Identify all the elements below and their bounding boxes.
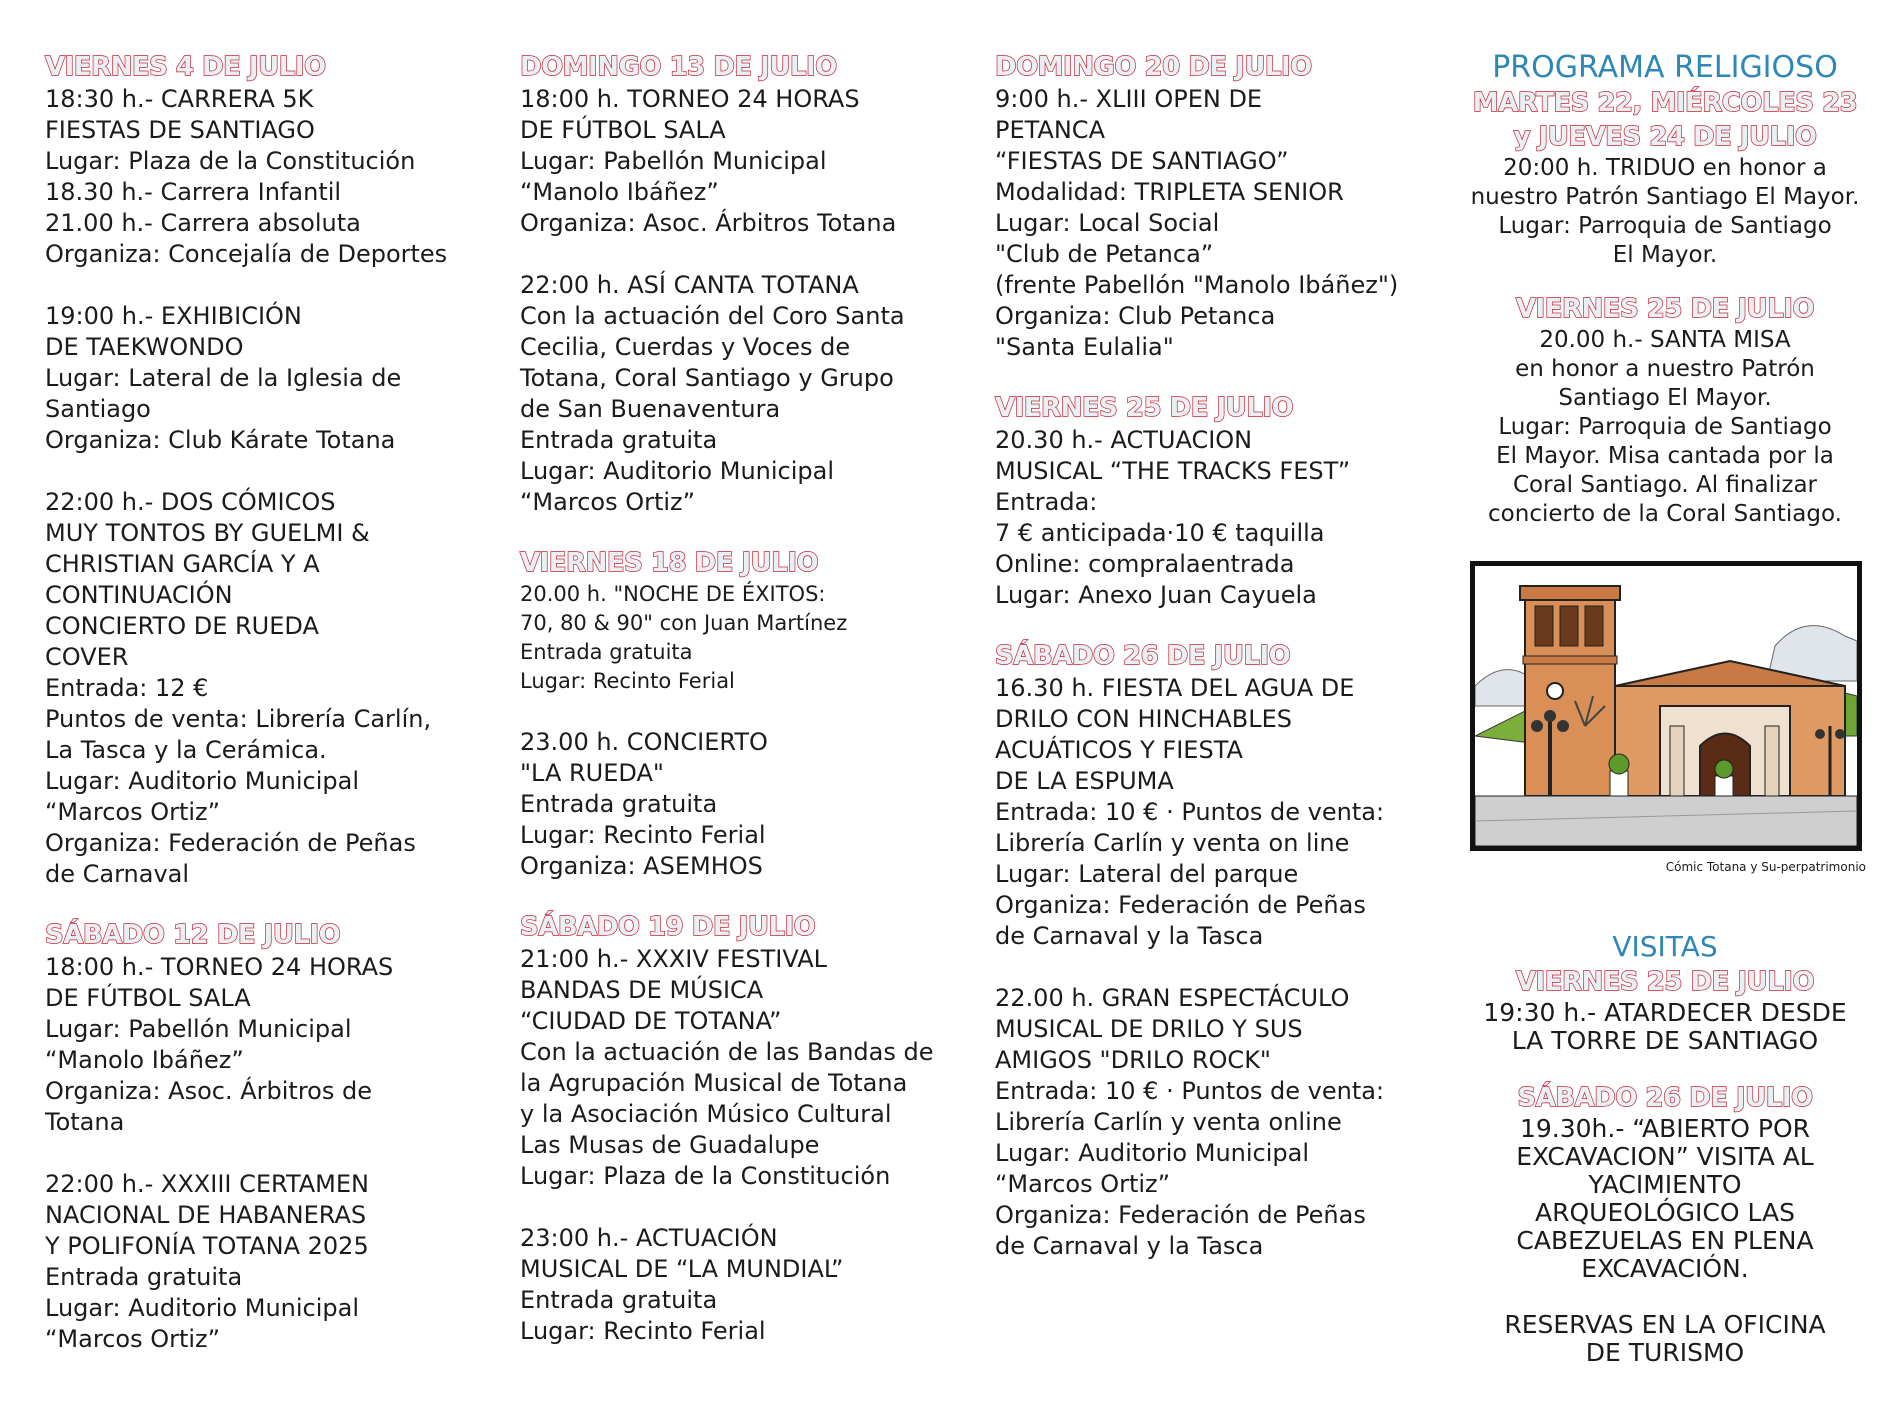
event-detail: “Manolo Ibáñez”: [520, 178, 719, 206]
event-title: 22:00 h.- DOS CÓMICOS: [45, 488, 336, 516]
event-detail: la Agrupación Musical de Totana: [520, 1069, 908, 1097]
visits-title: VISITAS: [1612, 930, 1718, 963]
event-title: 9:00 h.- XLIII OPEN DE: [995, 85, 1263, 113]
event-detail: Con la actuación de las Bandas de: [520, 1038, 934, 1066]
date-heading: SÁBADO 12 DE JULIO: [45, 920, 341, 950]
event-block: [520, 944, 950, 1192]
event-detail: Totana: [45, 1108, 125, 1136]
church-illustration: [1470, 561, 1862, 851]
event-block: [520, 84, 950, 239]
date-heading: VIERNES 25 DE JULIO: [1515, 967, 1815, 997]
event-line: RESERVAS EN LA OFICINA: [1504, 1310, 1826, 1339]
event-detail: 70, 80 & 90" con Juan Martínez: [520, 611, 848, 635]
event-detail: Entrada:: [995, 488, 1098, 516]
event-detail: DRILO CON HINCHABLES: [995, 705, 1293, 733]
date-heading: SÁBADO 26 DE JULIO: [995, 641, 1291, 671]
event-detail: Lugar: Plaza de la Constitución: [520, 1162, 891, 1190]
event-detail: CHRISTIAN GARCÍA Y A: [45, 550, 320, 578]
event-detail: Librería Carlín y venta online: [995, 1108, 1342, 1136]
event-detail: de Carnaval y la Tasca: [995, 922, 1264, 950]
event-detail: de Carnaval y la Tasca: [995, 1232, 1264, 1260]
column-2: [520, 50, 950, 1375]
event-line: nuestro Patrón Santiago El Mayor.: [1470, 184, 1860, 210]
event-detail: "LA RUEDA": [520, 759, 664, 787]
event-detail: Librería Carlín y venta on line: [995, 829, 1350, 857]
event-line: 20.00 h.- SANTA MISA: [1539, 327, 1791, 353]
event-detail: Cecilia, Cuerdas y Voces de: [520, 333, 851, 361]
event-detail: Lugar: Recinto Ferial: [520, 821, 766, 849]
event-detail: 18.30 h.- Carrera Infantil: [45, 178, 342, 206]
date-heading: DOMINGO 13 DE JULIO: [520, 52, 837, 82]
event-title: 16.30 h. FIESTA DEL AGUA DE: [995, 674, 1355, 702]
event-detail: Modalidad: TRIPLETA SENIOR: [995, 178, 1344, 206]
event-block: [45, 301, 475, 456]
date-heading: VIERNES 18 DE JULIO: [520, 548, 819, 578]
event-detail: Entrada gratuita: [520, 790, 718, 818]
event-detail: Entrada: 10 € · Puntos de venta:: [995, 798, 1385, 826]
event-detail: COVER: [45, 643, 129, 671]
event-detail: Lugar: Local Social: [995, 209, 1220, 237]
event-detail: "Santa Eulalia": [995, 333, 1174, 361]
event-block: [995, 983, 1425, 1262]
event-detail: AMIGOS "DRILO ROCK": [995, 1046, 1271, 1074]
event-line: Lugar: Parroquia de Santiago: [1498, 414, 1832, 440]
event-block: [45, 84, 475, 270]
event-title: 19:00 h.- EXHIBICIÓN: [45, 302, 302, 330]
event-detail: de San Buenaventura: [520, 395, 781, 423]
religious-program-title: PROGRAMA RELIGIOSO: [1492, 50, 1838, 85]
event-block: [45, 487, 475, 890]
date-heading: MARTES 22, MIÉRCOLES 23: [1472, 88, 1858, 118]
reservation-note: [1460, 1311, 1870, 1367]
event-detail: DE FÚTBOL SALA: [520, 116, 726, 144]
event-detail: (frente Pabellón "Manolo Ibáñez"): [995, 271, 1399, 299]
event-detail: Santiago: [45, 395, 151, 423]
event-detail: Online: compralaentrada: [995, 550, 1295, 578]
event-detail: "Club de Petanca”: [995, 240, 1214, 268]
event-line: ARQUEOLÓGICO LAS: [1535, 1198, 1795, 1227]
event-detail: Lugar: Lateral de la Iglesia de: [45, 364, 402, 392]
event-detail: Entrada gratuita: [520, 640, 693, 664]
event-line: EXCAVACIÓN.: [1581, 1254, 1749, 1283]
event-detail: Lugar: Plaza de la Constitución: [45, 147, 416, 175]
event-block: [1460, 326, 1870, 529]
event-detail: CONTINUACIÓN: [45, 581, 233, 609]
event-title: 22:00 h. ASÍ CANTA TOTANA: [520, 271, 859, 299]
event-detail: Lugar: Auditorio Municipal: [45, 1294, 360, 1322]
event-detail: Puntos de venta: Librería Carlín,: [45, 705, 432, 733]
event-line: Lugar: Parroquia de Santiago: [1498, 213, 1832, 239]
event-detail: BANDAS DE MÚSICA: [520, 976, 764, 1004]
event-detail: Lugar: Recinto Ferial: [520, 669, 735, 693]
event-block: [995, 673, 1425, 952]
event-detail: “Marcos Ortiz”: [45, 1325, 221, 1353]
event-detail: Entrada gratuita: [520, 426, 718, 454]
event-detail: MUY TONTOS BY GUELMI &: [45, 519, 370, 547]
event-detail: Entrada: 10 € · Puntos de venta:: [995, 1077, 1385, 1105]
event-detail: Organiza: Asoc. Árbitros Totana: [520, 209, 897, 237]
event-line: El Mayor.: [1612, 242, 1718, 268]
event-detail: Entrada gratuita: [45, 1263, 243, 1291]
event-detail: Entrada: 12 €: [45, 674, 209, 702]
event-detail: Totana, Coral Santiago y Grupo: [520, 364, 894, 392]
event-detail: Organiza: Asoc. Árbitros de: [45, 1077, 372, 1105]
date-heading: VIERNES 4 DE JULIO: [45, 52, 326, 82]
event-title: 18:00 h.- TORNEO 24 HORAS: [45, 953, 394, 981]
event-detail: Organiza: Concejalía de Deportes: [45, 240, 448, 268]
event-line: 19.30h.- “ABIERTO POR: [1519, 1114, 1811, 1143]
event-detail: “CIUDAD DE TOTANA”: [520, 1007, 782, 1035]
event-block: [520, 727, 950, 882]
date-heading: SÁBADO 26 DE JULIO: [1517, 1083, 1813, 1113]
event-detail: FIESTAS DE SANTIAGO: [45, 116, 315, 144]
event-line: Santiago El Mayor.: [1558, 385, 1772, 411]
event-block: [520, 580, 950, 696]
date-heading: DOMINGO 20 DE JULIO: [995, 52, 1312, 82]
date-heading: VIERNES 25 DE JULIO: [1515, 294, 1815, 324]
event-title: 21:00 h.- XXXIV FESTIVAL: [520, 945, 827, 973]
event-block: [995, 425, 1425, 611]
event-detail: NACIONAL DE HABANERAS: [45, 1201, 367, 1229]
event-detail: DE TAEKWONDO: [45, 333, 244, 361]
event-detail: Con la actuación del Coro Santa: [520, 302, 905, 330]
event-detail: “FIESTAS DE SANTIAGO”: [995, 147, 1289, 175]
event-block: [45, 1169, 475, 1355]
event-detail: “Marcos Ortiz”: [995, 1170, 1171, 1198]
date-heading: y JUEVES 24 DE JULIO: [1513, 122, 1817, 152]
event-detail: PETANCA: [995, 116, 1105, 144]
event-line: EXCAVACION” VISITA AL: [1516, 1142, 1814, 1171]
event-line: 20:00 h. TRIDUO en honor a: [1503, 155, 1827, 181]
event-title: 22:00 h.- XXXIII CERTAMEN: [45, 1170, 369, 1198]
event-title: 18:30 h.- CARRERA 5K: [45, 85, 314, 113]
event-detail: MUSICAL DE “LA MUNDIAL”: [520, 1255, 844, 1283]
event-line: El Mayor. Misa cantada por la: [1496, 443, 1834, 469]
event-detail: DE LA ESPUMA: [995, 767, 1174, 795]
event-line: concierto de la Coral Santiago.: [1488, 501, 1842, 527]
illustration-caption: Cómic Totana y Su-perpatrimonio: [1665, 860, 1866, 874]
event-line: en honor a nuestro Patrón: [1515, 356, 1815, 382]
event-detail: MUSICAL DE DRILO Y SUS: [995, 1015, 1303, 1043]
event-detail: Lugar: Pabellón Municipal: [45, 1015, 352, 1043]
column-1: [45, 50, 475, 1383]
event-detail: Lugar: Anexo Juan Cayuela: [995, 581, 1317, 609]
event-detail: Lugar: Auditorio Municipal: [45, 767, 360, 795]
event-block: [520, 270, 950, 518]
event-block: [1460, 1115, 1870, 1283]
date-heading: SÁBADO 19 DE JULIO: [520, 912, 816, 942]
event-title: 20.30 h.- ACTUACION: [995, 426, 1253, 454]
event-title: 20.00 h. "NOCHE DE ÉXITOS:: [520, 582, 826, 606]
event-detail: 7 € anticipada·10 € taquilla: [995, 519, 1325, 547]
date-heading: VIERNES 25 DE JULIO: [995, 393, 1294, 423]
column-4-religious-program: [1460, 50, 1870, 1367]
event-block: [45, 952, 475, 1138]
event-detail: Y POLIFONÍA TOTANA 2025: [45, 1232, 369, 1260]
event-detail: Lugar: Lateral del parque: [995, 860, 1299, 888]
event-detail: Organiza: Federación de Peñas: [45, 829, 416, 857]
event-detail: Organiza: ASEMHOS: [520, 852, 763, 880]
event-block: [520, 1223, 950, 1347]
event-detail: Entrada gratuita: [520, 1286, 718, 1314]
event-block: [995, 84, 1425, 363]
event-detail: DE FÚTBOL SALA: [45, 984, 251, 1012]
event-detail: CONCIERTO DE RUEDA: [45, 612, 319, 640]
church-drawing: [1475, 566, 1857, 846]
event-detail: Organiza: Federación de Peñas: [995, 1201, 1366, 1229]
event-detail: Lugar: Auditorio Municipal: [995, 1139, 1310, 1167]
event-line: LA TORRE DE SANTIAGO: [1511, 1026, 1819, 1055]
event-detail: de Carnaval: [45, 860, 190, 888]
event-detail: Las Musas de Guadalupe: [520, 1131, 820, 1159]
event-detail: 21.00 h.- Carrera absoluta: [45, 209, 361, 237]
event-line: Coral Santiago. Al finalizar: [1512, 472, 1818, 498]
event-detail: MUSICAL “THE TRACKS FEST”: [995, 457, 1351, 485]
event-line: DE TURISMO: [1585, 1338, 1745, 1367]
event-detail: Lugar: Pabellón Municipal: [520, 147, 827, 175]
event-line: 19:30 h.- ATARDECER DESDE: [1483, 998, 1847, 1027]
event-detail: Lugar: Auditorio Municipal: [520, 457, 835, 485]
event-detail: Organiza: Federación de Peñas: [995, 891, 1366, 919]
event-title: 18:00 h. TORNEO 24 HORAS: [520, 85, 860, 113]
event-detail: “Marcos Ortiz”: [520, 488, 696, 516]
event-detail: ACUÁTICOS Y FIESTA: [995, 736, 1243, 764]
event-block: [1460, 154, 1870, 270]
event-detail: Lugar: Recinto Ferial: [520, 1317, 766, 1345]
event-detail: Organiza: Club Kárate Totana: [45, 426, 396, 454]
event-line: YACIMIENTO: [1588, 1170, 1742, 1199]
column-3: [995, 50, 1425, 1290]
event-detail: Organiza: Club Petanca: [995, 302, 1276, 330]
event-detail: y la Asociación Músico Cultural: [520, 1100, 892, 1128]
event-line: CABEZUELAS EN PLENA: [1516, 1226, 1814, 1255]
event-title: 23.00 h. CONCIERTO: [520, 728, 768, 756]
event-block: [1460, 999, 1870, 1055]
event-detail: “Manolo Ibáñez”: [45, 1046, 244, 1074]
event-title: 23:00 h.- ACTUACIÓN: [520, 1224, 778, 1252]
event-detail: La Tasca y la Cerámica.: [45, 736, 327, 764]
event-title: 22.00 h. GRAN ESPECTÁCULO: [995, 984, 1350, 1012]
event-detail: “Marcos Ortiz”: [45, 798, 221, 826]
